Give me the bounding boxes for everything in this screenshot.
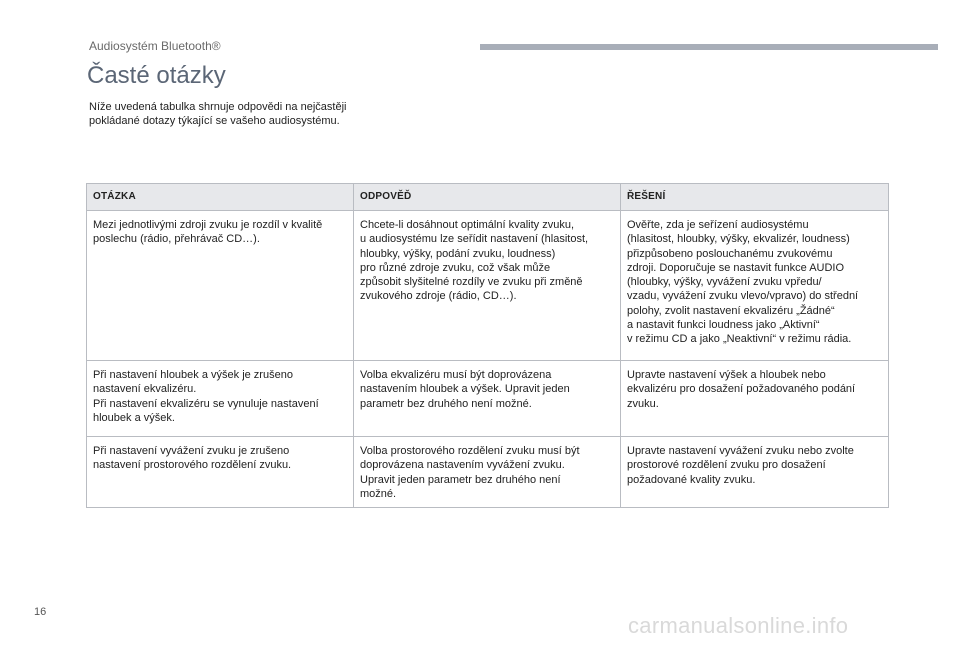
table-header-row xyxy=(87,184,889,211)
header-divider-bar xyxy=(480,44,938,50)
column-header-solution: ŘEŠENÍ xyxy=(621,184,889,211)
table-row xyxy=(87,437,889,508)
question-cell: Mezi jednotlivými zdroji zvuku je rozdíl v kvalitě poslechu (rádio, přehrávač CD…). xyxy=(87,211,354,361)
answer-cell: Volba ekvalizéru musí být doprovázena nastavením hloubek a výšek. Upravit jeden parametr bez druhého není možné. xyxy=(354,361,621,437)
answer-cell: Volba prostorového rozdělení zvuku musí být doprovázena nastavením vyvážení zvuku. Upravit jeden parametr bez druhého není možné. xyxy=(354,437,621,508)
solution-cell: Upravte nastavení výšek a hloubek nebo ekvalizéru pro dosažení požadovaného podání zvuku. xyxy=(621,361,889,437)
faq-table xyxy=(86,183,889,508)
question-cell: Při nastavení vyvážení zvuku je zrušeno nastavení prostorového rozdělení zvuku. xyxy=(87,437,354,508)
page-number: 16 xyxy=(34,606,47,618)
question-cell: Při nastavení hloubek a výšek je zrušeno nastavení ekvalizéru. Při nastavení ekvalizéru se vynuluje nastavení hloubek a výšek. xyxy=(87,361,354,437)
column-header-question: OTÁZKA xyxy=(87,184,354,211)
table-row xyxy=(87,211,889,361)
table-row xyxy=(87,361,889,437)
answer-cell: Chcete-li dosáhnout optimální kvality zvuku, u audiosystému lze seřídit nastavení (hlasitost, hloubky, výšky, podání zvuku, loudness) pro různé zdroje zvuku, což však může způsobit slyšitelné rozdíly ve zvuku při změně zvukového zdroje (rádio, CD…). xyxy=(354,211,621,361)
page-title: Časté otázky xyxy=(87,62,226,89)
watermark: carmanualsonline.info xyxy=(628,613,849,638)
intro-paragraph: Níže uvedená tabulka shrnuje odpovědi na nejčastěji pokládané dotazy týkající se vašeho audiosystému. xyxy=(89,101,347,127)
section-label: Audiosystém Bluetooth® xyxy=(89,39,221,53)
column-header-answer: ODPOVĚĎ xyxy=(354,184,621,211)
solution-cell: Ověřte, zda je seřízení audiosystému (hlasitost, hloubky, výšky, ekvalizér, loudness) přizpůsobeno poslouchanému zvukovému zdroji. Doporučuje se nastavit funkce AUDIO (hloubky, výšky, vyvážení zvuku vpředu/ vzadu, vyvážení zvuku vlevo/vpravo) do střední polohy, zvolit nastavení ekvalizéru „Žádné“ a nastavit funkci loudness jako „Aktivní“ v režimu CD a jako „Neaktivní“ v režimu rádia. xyxy=(621,211,889,361)
solution-cell: Upravte nastavení vyvážení zvuku nebo zvolte prostorové rozdělení zvuku pro dosažení požadované kvality zvuku. xyxy=(621,437,889,508)
